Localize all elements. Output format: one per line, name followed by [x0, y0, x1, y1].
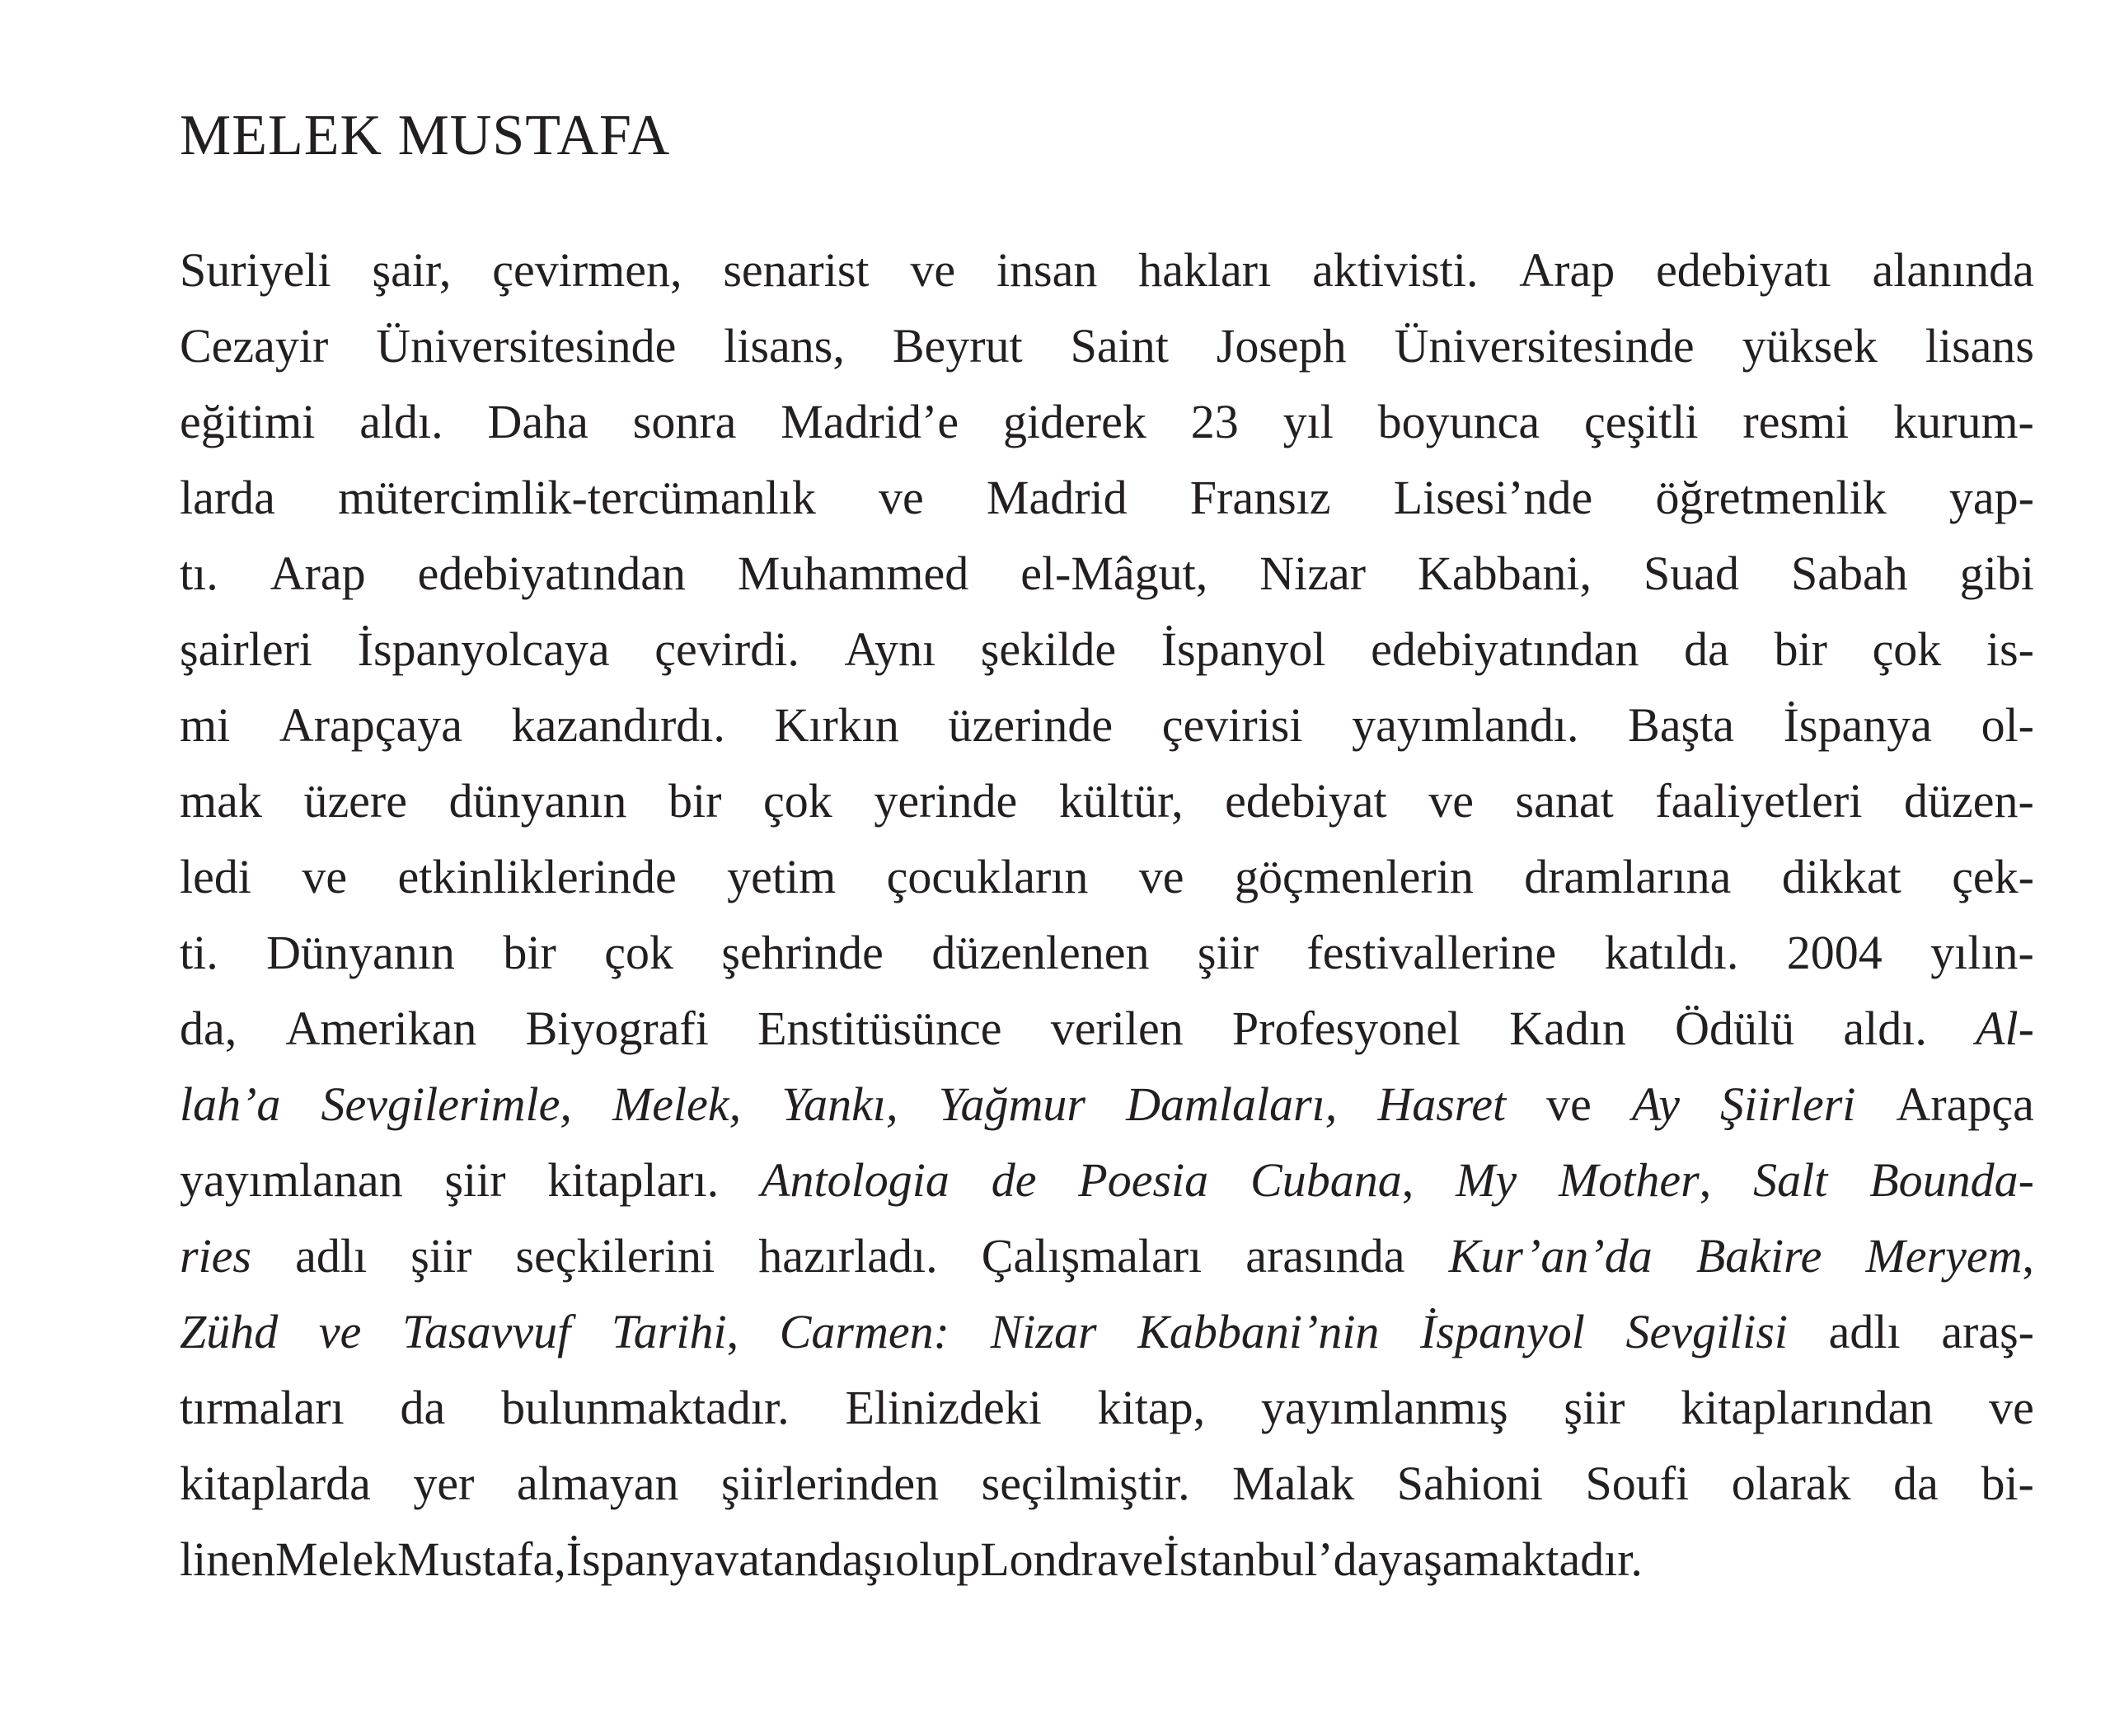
- text-word: Fransız: [1189, 471, 1331, 524]
- text-word: is-: [1986, 622, 2034, 676]
- text-word: Meryem,: [1865, 1229, 2034, 1283]
- text-word: Salt: [1753, 1153, 1828, 1207]
- text-word: Suriyeli: [180, 243, 331, 297]
- text-word: seçkilerini: [515, 1229, 715, 1283]
- text-word: Kur’an’da: [1448, 1229, 1653, 1283]
- text-word: Biyografi: [525, 1002, 709, 1055]
- text-word: çevirdi.: [654, 622, 799, 676]
- text-word: Tarihi,: [611, 1305, 739, 1358]
- text-word: tı.: [180, 547, 218, 600]
- text-word: ve: [1138, 850, 1184, 903]
- text-word: İspanyolcaya: [357, 622, 610, 676]
- text-word: Cubana,: [1250, 1153, 1414, 1207]
- text-word: Cezayir: [180, 319, 329, 373]
- text-word: etkinliklerinde: [397, 850, 677, 903]
- text-word: şiir: [1197, 926, 1259, 979]
- text-word: çevirmen,: [492, 243, 682, 297]
- text-line: [180, 915, 2034, 991]
- text-word: Profesyonel: [1231, 1002, 1461, 1055]
- text-word: Madrid: [986, 471, 1128, 524]
- text-word: Başta: [1628, 698, 1734, 752]
- text-word: larda: [180, 471, 275, 524]
- text-word: katıldı.: [1604, 926, 1739, 979]
- text-word: Suad: [1643, 547, 1740, 600]
- text-word: Arapça: [1896, 1077, 2034, 1131]
- text-word: eğitimi: [180, 395, 316, 448]
- text-word: dramlarına: [1524, 850, 1732, 903]
- text-word: My: [1456, 1153, 1517, 1207]
- text-word: İspanyol: [1420, 1305, 1585, 1358]
- text-word: Amerikan: [285, 1002, 477, 1055]
- text-line: [180, 687, 2034, 763]
- text-word: şair,: [372, 243, 452, 297]
- text-word: şiirlerinden: [720, 1457, 940, 1510]
- page: [180, 104, 2034, 1598]
- text-word: aldı.: [359, 395, 443, 448]
- text-line: [180, 1218, 2034, 1294]
- text-word: mütercimlik-tercümanlık: [338, 471, 816, 524]
- text-word: ve: [318, 1305, 362, 1358]
- text-word: kültür,: [1058, 774, 1184, 828]
- text-word: yayımlanan: [180, 1153, 403, 1207]
- text-word: da: [400, 1381, 446, 1434]
- text-word: Bounda-: [1869, 1153, 2034, 1207]
- text-word: seçilmiştir.: [981, 1457, 1190, 1510]
- text-word: şiir: [444, 1153, 506, 1207]
- text-word: mi: [180, 698, 231, 752]
- text-word: bi-: [1981, 1457, 2034, 1510]
- text-word: alanında: [1872, 243, 2034, 297]
- text-word: Kadın: [1509, 1002, 1626, 1055]
- text-word: Joseph: [1216, 319, 1347, 373]
- text-word: ries: [180, 1229, 251, 1283]
- text-word: Muhammed: [737, 547, 969, 600]
- text-word: ve: [879, 471, 924, 524]
- text-word: yap-: [1948, 471, 2034, 524]
- text-word: Dünyanın: [266, 926, 455, 979]
- text-word: Kabbani,: [1418, 547, 1592, 600]
- text-word: çeşitli: [1584, 395, 1699, 448]
- text-word: aldı.: [1843, 1002, 1927, 1055]
- text-word: Ay: [1631, 1077, 1680, 1131]
- text-line: [180, 1294, 2034, 1370]
- text-word: bulunmaktadır.: [501, 1381, 790, 1434]
- text-word: Üniversitesinde: [1394, 319, 1695, 373]
- text-word: aktivisti.: [1312, 243, 1479, 297]
- text-word: Çalışmaları: [981, 1229, 1203, 1283]
- text-word: bir: [668, 774, 722, 828]
- author-biography: [180, 232, 2034, 1598]
- text-word: göçmenlerin: [1234, 850, 1474, 903]
- text-line: [180, 1522, 2034, 1598]
- text-word: olup: [895, 1532, 981, 1586]
- text-word: Nizar: [990, 1305, 1097, 1358]
- text-word: edebiyat: [1225, 774, 1387, 828]
- text-word: ve: [1118, 1532, 1164, 1586]
- text-word: linen: [180, 1532, 275, 1586]
- text-word: giderek: [1002, 395, 1146, 448]
- text-word: Zühd: [180, 1305, 279, 1358]
- text-word: adlı: [295, 1229, 368, 1283]
- text-word: da: [1893, 1457, 1939, 1510]
- text-word: Poesia: [1078, 1153, 1209, 1207]
- text-word: Kabbani’nin: [1137, 1305, 1380, 1358]
- text-word: kitap,: [1097, 1381, 1206, 1434]
- text-word: verilen: [1050, 1002, 1184, 1055]
- text-word: almayan: [516, 1457, 679, 1510]
- text-word: Bakire: [1695, 1229, 1822, 1283]
- text-word: ledi: [180, 850, 251, 903]
- text-word: araş-: [1941, 1305, 2034, 1358]
- text-word: Mustafa,: [397, 1532, 566, 1586]
- text-word: ve: [1989, 1381, 2034, 1434]
- text-word: da,: [180, 1002, 237, 1055]
- text-word: edebiyatından: [417, 547, 686, 600]
- text-word: da: [1684, 622, 1729, 676]
- text-word: faaliyetleri: [1655, 774, 1863, 828]
- text-line: [180, 1370, 2034, 1446]
- text-word: İspanyol: [1160, 622, 1326, 676]
- text-word: yıl: [1282, 395, 1334, 448]
- text-word: kitapları.: [547, 1153, 720, 1207]
- text-word: dünyanın: [448, 774, 627, 828]
- text-word: Yankı,: [781, 1077, 898, 1131]
- text-word: Saint: [1070, 319, 1169, 373]
- text-word: çek-: [1952, 850, 2034, 903]
- text-word: yaşamaktadır.: [1378, 1532, 1643, 1586]
- text-word: ve: [910, 243, 956, 297]
- text-word: el-Mâgut,: [1020, 547, 1208, 600]
- text-word: yılın-: [1930, 926, 2034, 979]
- text-word: kitaplarda: [180, 1457, 371, 1510]
- text-word: ve: [1428, 774, 1474, 828]
- text-word: Damlaları,: [1126, 1077, 1338, 1131]
- text-word: kitaplarından: [1681, 1381, 1934, 1434]
- text-line: [180, 991, 2034, 1067]
- text-word: İspanya: [565, 1532, 715, 1586]
- text-word: şairleri: [180, 622, 313, 676]
- text-word: vatandaşı: [715, 1532, 896, 1586]
- text-word: sanat: [1515, 774, 1614, 828]
- text-word: Malak: [1232, 1457, 1355, 1510]
- text-word: Londra: [980, 1532, 1118, 1586]
- text-word: bir: [503, 926, 556, 979]
- text-word: çok: [604, 926, 673, 979]
- text-line: [180, 308, 2034, 384]
- text-word: Melek,: [612, 1077, 742, 1131]
- text-word: Arap: [1519, 243, 1615, 297]
- text-word: ve: [302, 850, 348, 903]
- text-word: hazırladı.: [758, 1229, 938, 1283]
- text-line: [180, 1446, 2034, 1522]
- text-word: resmi: [1742, 395, 1850, 448]
- text-word: şehrinde: [721, 926, 884, 979]
- text-word: senarist: [723, 243, 870, 297]
- text-word: arasında: [1245, 1229, 1405, 1283]
- text-word: çok: [1872, 622, 1942, 676]
- text-word: Lisesi’nde: [1393, 471, 1593, 524]
- text-word: lisans: [1925, 319, 2034, 373]
- text-word: İstanbul’da: [1163, 1532, 1379, 1586]
- text-word: yer: [413, 1457, 475, 1510]
- text-word: Arapçaya: [279, 698, 463, 752]
- text-word: düzen-: [1904, 774, 2034, 828]
- text-word: Mother,: [1558, 1153, 1712, 1207]
- text-word: Arap: [270, 547, 366, 600]
- text-word: Aynı: [844, 622, 936, 676]
- text-line: [180, 460, 2034, 536]
- text-word: yüksek: [1742, 319, 1878, 373]
- text-word: kurum-: [1893, 395, 2034, 448]
- text-word: Madrid’e: [781, 395, 959, 448]
- text-word: yerinde: [874, 774, 1018, 828]
- text-word: Yağmur: [938, 1077, 1085, 1131]
- text-line: [180, 536, 2034, 612]
- text-word: boyunca: [1377, 395, 1540, 448]
- text-line: [180, 232, 2034, 308]
- text-word: edebiyatından: [1371, 622, 1639, 676]
- text-word: ol-: [1981, 698, 2034, 752]
- text-word: Nizar: [1259, 547, 1367, 600]
- text-word: İspanya: [1783, 698, 1932, 752]
- text-word: bir: [1774, 622, 1827, 676]
- author-name-heading: MELEK MUSTAFA: [180, 104, 671, 167]
- text-word: çocukların: [886, 850, 1089, 903]
- text-word: üzerinde: [948, 698, 1114, 752]
- text-word: Carmen:: [779, 1305, 950, 1358]
- text-word: edebiyatı: [1656, 243, 1831, 297]
- text-word: tırmaları: [180, 1381, 345, 1434]
- text-word: kazandırdı.: [511, 698, 725, 752]
- text-word: insan: [996, 243, 1098, 297]
- text-word: olarak: [1731, 1457, 1851, 1510]
- text-word: yetim: [727, 850, 837, 903]
- text-word: öğretmenlik: [1655, 471, 1887, 524]
- text-word: sonra: [632, 395, 737, 448]
- text-word: Şiirleri: [1720, 1077, 1856, 1131]
- text-word: ve: [1546, 1077, 1592, 1131]
- text-word: Üniversitesinde: [376, 319, 677, 373]
- text-word: Sevgilisi: [1625, 1305, 1789, 1358]
- text-word: 23: [1190, 395, 1239, 448]
- text-word: Al-: [1976, 1002, 2034, 1055]
- text-word: yayımlanmış: [1260, 1381, 1508, 1434]
- text-word: Enstitüsünce: [757, 1002, 1002, 1055]
- text-word: Sahioni: [1396, 1457, 1544, 1510]
- text-word: Sevgilerimle,: [321, 1077, 572, 1131]
- text-word: dikkat: [1781, 850, 1901, 903]
- text-word: Beyrut: [892, 319, 1023, 373]
- text-line: [180, 839, 2034, 915]
- text-word: festivallerine: [1306, 926, 1557, 979]
- text-line: [180, 1067, 2034, 1142]
- text-word: Melek: [274, 1532, 398, 1586]
- text-word: düzenlenen: [931, 926, 1150, 979]
- text-word: yayımlandı.: [1352, 698, 1579, 752]
- text-line: [180, 763, 2034, 839]
- text-word: Kırkın: [774, 698, 899, 752]
- text-word: Elinizdeki: [845, 1381, 1042, 1434]
- text-word: mak: [180, 774, 262, 828]
- text-word: şiir: [410, 1229, 472, 1283]
- text-line: [180, 612, 2034, 687]
- text-word: gibi: [1959, 547, 2034, 600]
- text-word: Daha: [487, 395, 588, 448]
- text-line: [180, 384, 2034, 460]
- text-word: şekilde: [980, 622, 1117, 676]
- text-word: ti.: [180, 926, 218, 979]
- text-word: şiir: [1564, 1381, 1625, 1434]
- text-word: 2004: [1786, 926, 1883, 979]
- text-word: çevirisi: [1161, 698, 1303, 752]
- text-line: [180, 1142, 2034, 1218]
- text-word: Soufi: [1585, 1457, 1690, 1510]
- text-word: de: [991, 1153, 1037, 1207]
- text-word: Hasret: [1377, 1077, 1507, 1131]
- text-word: çok: [763, 774, 832, 828]
- text-word: Tasavvuf: [402, 1305, 571, 1358]
- text-word: hakları: [1138, 243, 1272, 297]
- text-word: lah’a: [180, 1077, 281, 1131]
- text-word: Ödülü: [1675, 1002, 1795, 1055]
- text-word: Antologia: [761, 1153, 950, 1207]
- text-word: üzere: [303, 774, 407, 828]
- text-word: lisans,: [724, 319, 845, 373]
- text-word: Sabah: [1790, 547, 1908, 600]
- text-word: adlı: [1828, 1305, 1901, 1358]
